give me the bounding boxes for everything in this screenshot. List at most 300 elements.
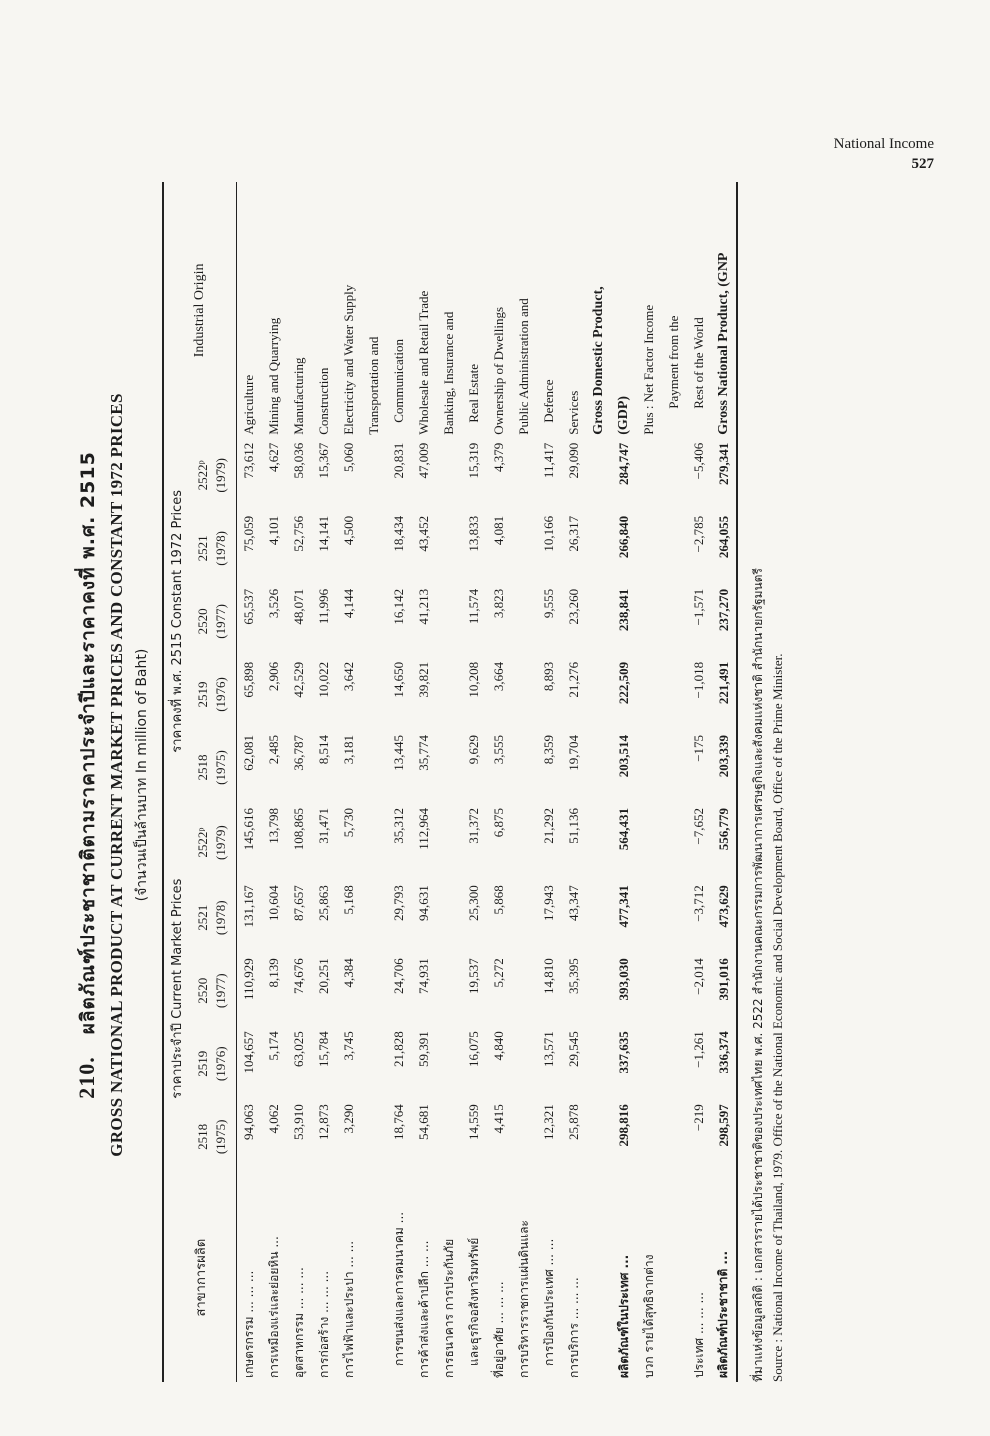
value-cell: [662, 658, 687, 731]
value-cell: 19,537: [466, 958, 481, 994]
value-cell: 15,367: [316, 442, 331, 479]
table-row: [437, 182, 462, 1382]
value-cell: −2,014: [691, 958, 706, 995]
value-cell: 222,509: [616, 661, 631, 705]
table-row: [312, 182, 337, 1382]
value-cell: 54,681: [416, 1104, 431, 1141]
table-row: [262, 182, 287, 1382]
value-cell: 3,290: [341, 1104, 356, 1134]
value-cell: 36,787: [291, 734, 306, 771]
value-cell: 284,747: [616, 442, 631, 486]
value-cell: 47,009: [416, 442, 431, 479]
table-row: [237, 182, 262, 1382]
value-cell: 11,996: [316, 588, 331, 625]
value-cell: 264,055: [712, 512, 737, 585]
row-label-thai: ผลิตภัณฑ์ในประเทศ ...: [616, 1254, 631, 1378]
section-title: National Income: [833, 136, 934, 152]
value-cell: 35,774: [416, 734, 431, 771]
row-label-thai: อุตสาหกรรม ... ... ...: [291, 1267, 306, 1378]
value-cell: [362, 804, 387, 881]
value-cell: 391,016: [712, 954, 737, 1027]
value-cell: −1,018: [691, 661, 706, 699]
value-cell: 564,431: [616, 807, 631, 851]
value-cell: −219: [691, 1104, 706, 1132]
value-cell: 3,181: [341, 734, 356, 765]
value-cell: [637, 954, 662, 1027]
value-cell: 298,597: [712, 1100, 737, 1173]
year-header: [188, 1100, 237, 1173]
value-cell: 41,213: [416, 588, 431, 625]
sources: [748, 160, 788, 1382]
table-row: [412, 182, 437, 1382]
value-cell: 20,251: [316, 958, 331, 994]
value-cell: 4,415: [491, 1104, 506, 1134]
table-row: [512, 182, 537, 1382]
value-cell: 25,878: [566, 1104, 581, 1141]
value-cell: 53,910: [291, 1104, 306, 1141]
page-number: 527: [911, 156, 934, 172]
value-cell: 21,276: [566, 661, 581, 698]
value-cell: 9,555: [541, 588, 556, 619]
table-row: [487, 182, 512, 1382]
table-row: [637, 182, 662, 1382]
value-cell: [437, 881, 462, 954]
value-cell: 5,060: [341, 442, 356, 473]
year-ce: (1975): [213, 750, 228, 785]
table-row: [362, 182, 387, 1382]
value-cell: 3,526: [266, 588, 281, 619]
value-cell: 12,873: [316, 1104, 331, 1141]
value-cell: 6,875: [491, 807, 506, 838]
value-cell: [437, 1100, 462, 1173]
value-cell: 21,292: [541, 807, 556, 844]
value-cell: 3,664: [491, 661, 506, 692]
value-cell: 10,604: [266, 885, 281, 921]
value-cell: 74,931: [416, 958, 431, 994]
value-cell: 237,270: [712, 585, 737, 658]
value-cell: 16,075: [466, 1031, 481, 1068]
column-label-english: Industrial Origin: [163, 182, 237, 439]
value-cell: 94,631: [416, 885, 431, 921]
table-row: [337, 182, 362, 1382]
value-cell: 477,341: [616, 885, 631, 928]
value-cell: [662, 1027, 687, 1100]
current-prices-group: ราคาประจำปี Current Market Prices: [163, 804, 188, 1173]
value-cell: 10,166: [541, 515, 556, 552]
value-cell: 63,025: [291, 1031, 306, 1068]
row-label-english: Wholesale and Retail Trade: [416, 290, 431, 435]
year-header: [188, 804, 237, 881]
value-cell: 4,500: [341, 515, 356, 546]
value-cell: 14,810: [541, 958, 556, 994]
value-cell: [512, 804, 537, 881]
value-cell: 14,141: [316, 515, 331, 552]
value-cell: 29,545: [566, 1031, 581, 1068]
value-cell: 4,144: [341, 588, 356, 619]
value-cell: 15,784: [316, 1031, 331, 1068]
value-cell: [362, 731, 387, 804]
value-cell: 18,434: [391, 515, 406, 552]
value-cell: 43,452: [416, 515, 431, 552]
value-cell: 10,208: [466, 661, 481, 698]
value-cell: 17,943: [541, 885, 556, 921]
value-cell: 336,374: [712, 1027, 737, 1100]
value-cell: 65,898: [241, 661, 257, 698]
value-cell: [587, 731, 612, 804]
value-cell: [662, 804, 687, 881]
value-cell: [637, 658, 662, 731]
row-label-english: Manufacturing: [291, 357, 306, 435]
value-cell: 74,676: [291, 958, 306, 994]
value-cell: [362, 585, 387, 658]
gnp-table: [162, 182, 738, 1382]
value-cell: 5,272: [491, 958, 506, 988]
row-label-thai: การบริการ ... ... ...: [566, 1277, 581, 1378]
rotated-table-sheet: [70, 160, 930, 1390]
row-label-thai: การไฟฟ้าและประปา ... ...: [341, 1240, 356, 1378]
value-cell: [637, 439, 662, 512]
value-cell: [587, 658, 612, 731]
value-cell: 145,616: [241, 807, 257, 851]
year-be: 2521: [195, 535, 210, 562]
row-label-english: Communication: [391, 339, 406, 423]
value-cell: 4,384: [341, 958, 356, 988]
value-cell: 13,445: [391, 734, 406, 771]
value-cell: [662, 585, 687, 658]
year-be: 2520: [195, 608, 210, 635]
value-cell: [362, 1027, 387, 1100]
value-cell: 16,142: [391, 588, 406, 625]
value-cell: 108,865: [291, 807, 306, 851]
value-cell: 94,063: [241, 1104, 257, 1141]
value-cell: 10,022: [316, 661, 331, 698]
row-label-thai: การก่อสร้าง ... ... ...: [316, 1270, 331, 1378]
value-cell: 3,555: [491, 734, 506, 765]
value-cell: [437, 1027, 462, 1100]
year-ce: (1979): [213, 457, 228, 493]
table-row: [587, 182, 612, 1382]
value-cell: 11,417: [541, 442, 556, 479]
value-cell: 51,136: [566, 807, 581, 844]
value-cell: 39,821: [416, 661, 431, 698]
value-cell: [637, 881, 662, 954]
table-unit: (จำนวนเป็นล้านบาท In million of Baht): [134, 648, 150, 902]
year-ce: (1978): [213, 900, 228, 936]
value-cell: 19,704: [566, 734, 581, 771]
row-label-thai: การเหมืองแร่และย่อยหิน ...: [266, 1236, 281, 1378]
value-cell: 5,730: [341, 807, 356, 838]
value-cell: 21,828: [391, 1031, 406, 1068]
value-cell: [512, 954, 537, 1027]
value-cell: [637, 512, 662, 585]
value-cell: 556,779: [712, 804, 737, 881]
value-cell: −7,652: [691, 807, 706, 845]
row-label-thai: บวก รายได้สุทธิจากต่าง: [641, 1254, 656, 1378]
value-cell: 24,706: [391, 958, 406, 994]
row-label-thai: และธุรกิจอสังหาริมทรัพย์: [466, 1237, 481, 1366]
row-label-thai: เกษตรกรรม ... ... ...: [241, 1270, 256, 1378]
value-cell: [587, 881, 612, 954]
row-label-english: Rest of the World: [691, 317, 706, 409]
value-cell: 4,379: [491, 442, 506, 473]
value-cell: [587, 804, 612, 881]
value-cell: 238,841: [616, 588, 631, 632]
value-cell: [662, 512, 687, 585]
row-label-english: Banking, Insurance and: [441, 311, 456, 435]
value-cell: 25,863: [316, 885, 331, 921]
row-label-thai: ที่อยู่อาศัย ... ... ...: [491, 1281, 506, 1378]
value-cell: [587, 585, 612, 658]
value-cell: 13,571: [541, 1031, 556, 1068]
value-cell: 62,081: [241, 734, 257, 771]
row-label-thai: การบริหารราชการแผ่นดินและ: [516, 1220, 531, 1378]
row-label-english: Gross Domestic Product,: [591, 286, 606, 435]
value-cell: 9,629: [466, 734, 481, 765]
year-header: [188, 954, 237, 1027]
value-cell: 29,793: [391, 885, 406, 921]
value-cell: 4,101: [266, 515, 281, 546]
value-cell: −3,712: [691, 885, 706, 922]
value-cell: 48,071: [291, 588, 306, 625]
value-cell: 221,491: [712, 658, 737, 731]
value-cell: 4,062: [266, 1104, 281, 1134]
value-cell: 65,537: [241, 588, 257, 625]
table-row: [687, 182, 712, 1382]
column-label-thai: สาขาการผลิต: [163, 1173, 237, 1382]
value-cell: [437, 439, 462, 512]
value-cell: 25,300: [466, 885, 481, 921]
value-cell: 266,840: [616, 515, 631, 559]
value-cell: 104,657: [241, 1031, 257, 1074]
source-thai: ที่มาแห่งข้อมูลสถิติ : เอกสารรายได้ประชาชาติของประเทศไทย พ.ศ. 2522 สำนักงานคณะกรรมการพัฒนาการเศรษฐกิจและสังคมแห่งชาติ สำนักนายกรัฐมนตรี: [750, 568, 765, 1382]
value-cell: 52,756: [291, 515, 306, 552]
value-cell: 203,339: [712, 731, 737, 804]
value-cell: [362, 658, 387, 731]
value-cell: [512, 1027, 537, 1100]
value-cell: 5,174: [266, 1031, 281, 1061]
value-cell: 131,167: [241, 885, 257, 928]
year-ce: (1979): [213, 825, 228, 860]
value-cell: 11,574: [466, 588, 481, 625]
year-ce: (1976): [213, 1046, 228, 1082]
table-row: [287, 182, 312, 1382]
value-cell: −2,785: [691, 515, 706, 553]
value-cell: 43,347: [566, 885, 581, 921]
value-cell: [512, 585, 537, 658]
value-cell: 87,657: [291, 885, 306, 921]
row-label-english: (GDP): [616, 395, 631, 435]
value-cell: [587, 439, 612, 512]
value-cell: [512, 1100, 537, 1173]
row-label-english: Defence: [541, 379, 556, 423]
value-cell: 2,485: [266, 734, 281, 765]
value-cell: 337,635: [616, 1031, 631, 1074]
year-be: 2520: [195, 977, 210, 1004]
row-label-english: Services: [566, 390, 581, 435]
year-header: [188, 658, 237, 731]
row-label-english: Real Estate: [466, 363, 481, 423]
year-ce: (1978): [213, 531, 228, 566]
value-cell: 31,471: [316, 807, 331, 844]
value-cell: 279,341: [712, 439, 737, 512]
value-cell: [437, 954, 462, 1027]
value-cell: [662, 1100, 687, 1173]
value-cell: [512, 731, 537, 804]
row-label-thai: [587, 1173, 612, 1382]
value-cell: 59,391: [416, 1031, 431, 1068]
row-label-thai: [362, 1173, 387, 1382]
value-cell: 29,090: [566, 442, 581, 479]
value-cell: [437, 804, 462, 881]
value-cell: 13,798: [266, 807, 281, 844]
year-ce: (1975): [213, 1119, 228, 1155]
value-cell: [637, 731, 662, 804]
row-label-english: Ownership of Dwellings: [491, 306, 506, 435]
row-label-english: Electricity and Water Supply: [341, 284, 356, 435]
row-label-thai: การค้าส่งและค้าปลีก ... ...: [416, 1240, 431, 1378]
row-label-english: Public Administration and: [516, 298, 531, 435]
row-label-thai: การธนาคาร การประกันภัย: [441, 1238, 456, 1378]
value-cell: 393,030: [616, 958, 631, 1001]
header-group-row: [163, 182, 188, 1382]
value-cell: 5,168: [341, 885, 356, 915]
row-label-english: Payment from the: [666, 315, 681, 409]
value-cell: 3,745: [341, 1031, 356, 1061]
value-cell: [587, 1027, 612, 1100]
value-cell: 4,081: [491, 515, 506, 546]
value-cell: [662, 731, 687, 804]
table-row: [462, 182, 487, 1382]
value-cell: −1,261: [691, 1031, 706, 1068]
value-cell: [512, 881, 537, 954]
value-cell: 26,317: [566, 515, 581, 552]
value-cell: 13,833: [466, 515, 481, 552]
value-cell: 3,823: [491, 588, 506, 619]
table-row: [537, 182, 562, 1382]
value-cell: [512, 439, 537, 512]
table-row: [387, 182, 412, 1382]
year-header: [188, 512, 237, 585]
value-cell: [437, 585, 462, 658]
table-title-thai: [70, 160, 104, 1390]
year-ce: (1977): [213, 973, 228, 1009]
row-label-english: Agriculture: [241, 374, 257, 435]
value-cell: 42,529: [291, 661, 306, 698]
value-cell: [637, 1027, 662, 1100]
year-header: [188, 1027, 237, 1100]
value-cell: [662, 881, 687, 954]
value-cell: 4,840: [491, 1031, 506, 1061]
value-cell: 20,831: [391, 442, 406, 479]
table-titles: [70, 160, 154, 1390]
row-label-thai: ประเทศ ... ... ...: [691, 1292, 706, 1378]
year-be: 2519: [195, 1050, 210, 1077]
year-be: 2519: [195, 681, 210, 708]
value-cell: 298,816: [616, 1104, 631, 1147]
year-ce: (1977): [213, 604, 228, 639]
year-header: [188, 439, 237, 512]
value-cell: [437, 658, 462, 731]
value-cell: [512, 658, 537, 731]
year-header: [188, 881, 237, 954]
table-row: [662, 182, 687, 1382]
table-title-english: GROSS NATIONAL PRODUCT AT CURRENT MARKET PRICES AND CONSTANT 1972 PRICES: [107, 393, 126, 1157]
year-be: 2518: [195, 754, 210, 781]
value-cell: [362, 954, 387, 1027]
value-cell: [637, 585, 662, 658]
value-cell: 73,612: [241, 442, 257, 479]
value-cell: [662, 439, 687, 512]
year-be: 2522ᵖ: [195, 827, 210, 858]
value-cell: −1,571: [691, 588, 706, 626]
year-header: [188, 585, 237, 658]
row-label-thai: [662, 1173, 687, 1382]
value-cell: 203,514: [616, 734, 631, 778]
value-cell: [437, 512, 462, 585]
value-cell: 35,312: [391, 807, 406, 844]
value-cell: −5,406: [691, 442, 706, 480]
constant-prices-group: ราคาคงที่ พ.ศ. 2515 Constant 1972 Prices: [163, 439, 188, 804]
year-ce: (1976): [213, 677, 228, 712]
year-be: 2521: [195, 904, 210, 931]
value-cell: [662, 954, 687, 1027]
table-row: [612, 182, 637, 1382]
value-cell: 110,929: [241, 958, 257, 1001]
row-label-english: Mining and Quarrying: [266, 317, 281, 435]
value-cell: [587, 954, 612, 1027]
value-cell: 31,372: [466, 807, 481, 844]
year-be: 2522ᵖ: [195, 460, 210, 491]
value-cell: 8,893: [541, 661, 556, 692]
value-cell: [437, 731, 462, 804]
value-cell: 23,260: [566, 588, 581, 625]
value-cell: 12,321: [541, 1104, 556, 1141]
value-cell: [362, 881, 387, 954]
value-cell: 15,319: [466, 442, 481, 479]
value-cell: 75,059: [241, 515, 257, 552]
value-cell: 14,559: [466, 1104, 481, 1141]
table-body: [237, 182, 737, 1382]
table-row: [562, 182, 587, 1382]
value-cell: 5,868: [491, 885, 506, 915]
value-cell: 8,139: [266, 958, 281, 988]
value-cell: [587, 512, 612, 585]
row-label-thai: ผลิตภัณฑ์ประชาชาติ ...: [712, 1173, 737, 1382]
value-cell: 3,642: [341, 661, 356, 692]
source-english: Source : National Income of Thailand, 1979. Office of the National Economic and Social Development Board, Office of the Prime Minister.: [769, 653, 785, 1382]
value-cell: [637, 804, 662, 881]
value-cell: 8,359: [541, 734, 556, 765]
value-cell: 58,036: [291, 442, 306, 479]
table-number: 210.: [74, 1056, 99, 1099]
value-cell: [512, 512, 537, 585]
value-cell: [587, 1100, 612, 1173]
value-cell: [362, 1100, 387, 1173]
year-header: [188, 731, 237, 804]
value-cell: 4,627: [266, 442, 281, 473]
year-be: 2518: [195, 1123, 210, 1150]
value-cell: 35,395: [566, 958, 581, 994]
value-cell: 473,629: [712, 881, 737, 954]
row-label-thai: การป้องกันประเทศ ... ...: [541, 1238, 556, 1366]
value-cell: 2,906: [266, 661, 281, 692]
row-label-english: Plus : Net Factor Income: [641, 304, 656, 435]
value-cell: 112,964: [416, 807, 431, 850]
value-cell: −175: [691, 734, 706, 762]
row-label-thai: การขนส่งและการคมนาคม ...: [391, 1211, 406, 1366]
row-label-english: Construction: [316, 367, 331, 435]
value-cell: 8,514: [316, 734, 331, 765]
